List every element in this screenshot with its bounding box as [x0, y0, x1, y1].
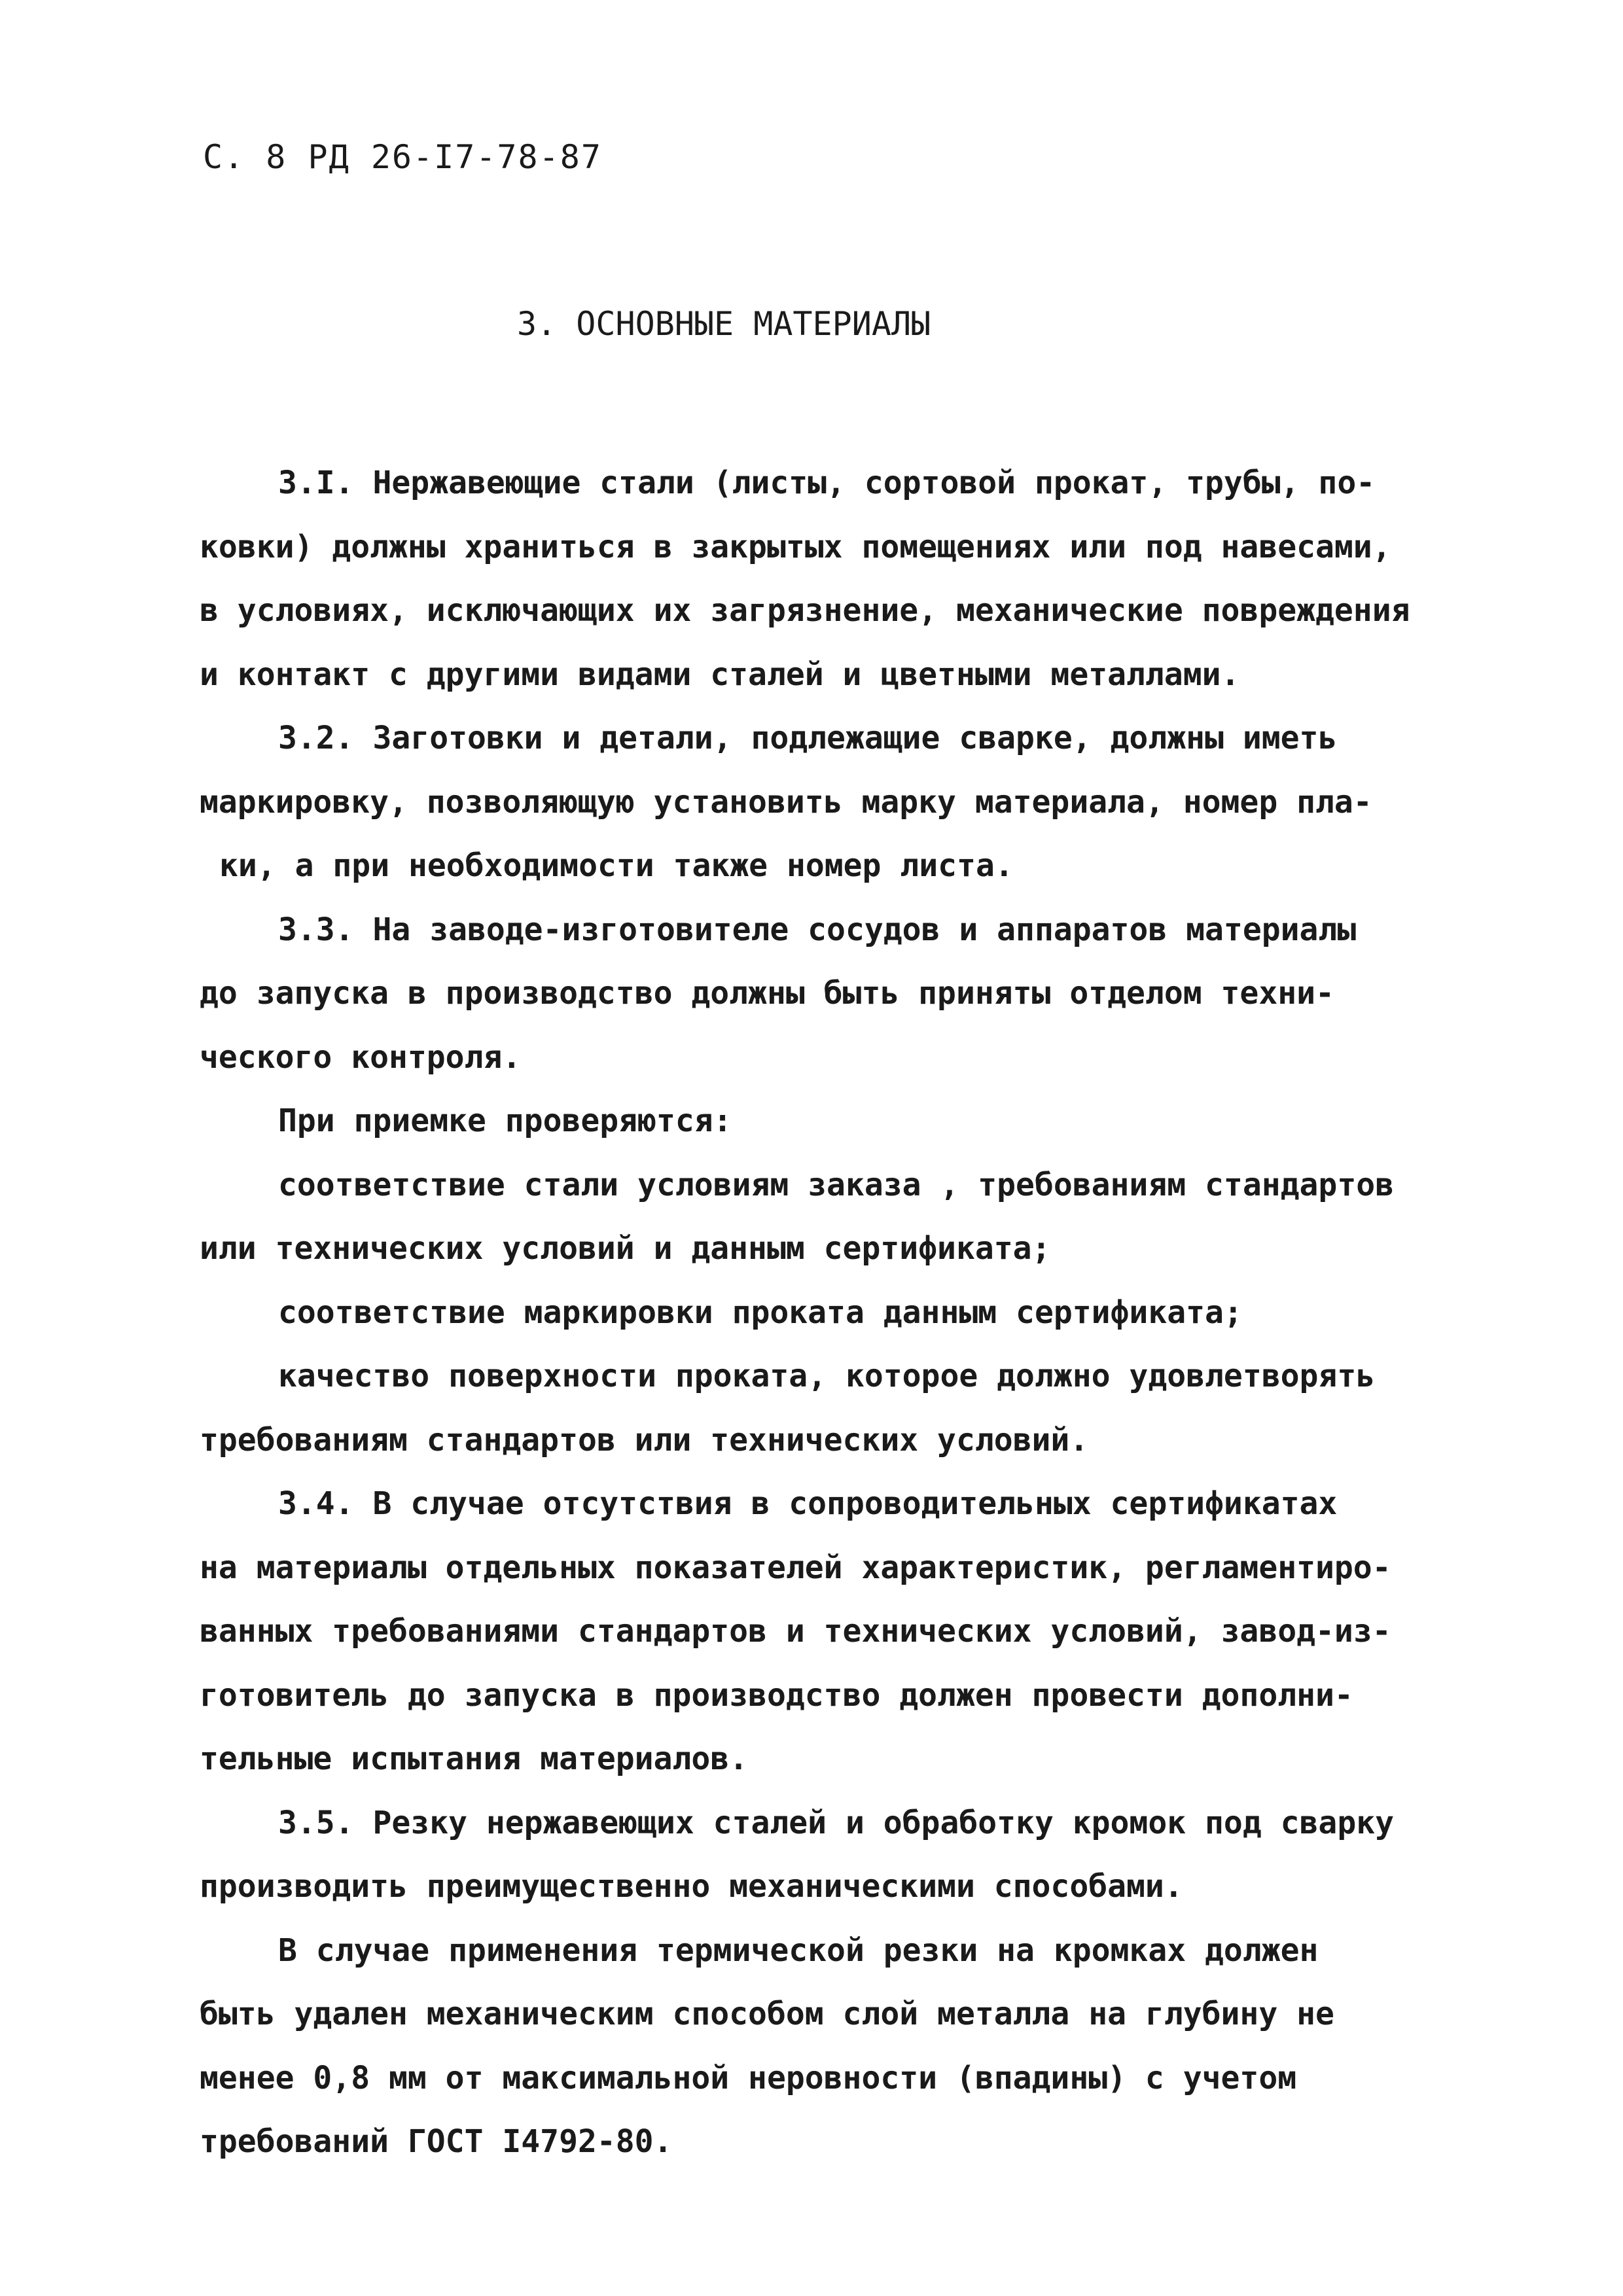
- document-body: [200, 451, 1476, 2174]
- thermal-cutting-line: В случае применения термической резки на кромках должен: [278, 1932, 1319, 1969]
- acceptance-item-line: требованиям стандартов или технических условий.: [200, 1421, 1089, 1458]
- paragraph-3-4-line: тельные испытания материалов.: [200, 1740, 749, 1777]
- acceptance-item-line: соответствие маркировки проката данным сертификата;: [278, 1294, 1243, 1331]
- thermal-cutting-line: менее 0,8 мм от максимальной неровности (впадины) с учетом: [200, 2059, 1297, 2096]
- acceptance-intro-line: При приемке проверяются:: [278, 1103, 732, 1139]
- paragraph-3-5-line: производить преимущественно механическими способами.: [200, 1868, 1183, 1905]
- page-header: С. 8 РД 26-I7-78-87: [203, 138, 602, 176]
- paragraph-3-1-line: 3.I. Нержавеющие стали (листы, сортовой прокат, трубы, по-: [278, 465, 1376, 501]
- paragraph-3-2-line: 3.2. Заготовки и детали, подлежащие сварке, должны иметь: [278, 720, 1338, 756]
- thermal-cutting-line: требований ГОСТ I4792-80.: [200, 2123, 673, 2160]
- paragraph-3-2-line: ки, а при необходимости также номер листа.: [219, 847, 1014, 884]
- paragraph-3-4-line: ванных требованиями стандартов и технических условий, завод-из-: [200, 1613, 1391, 1650]
- paragraph-3-1-line: ковки) должны храниться в закрытых помещениях или под навесами,: [200, 528, 1391, 565]
- acceptance-item-line: качество поверхности проката, которое должно удовлетворять: [278, 1358, 1376, 1394]
- acceptance-item-line: или технических условий и данным сертификата;: [200, 1230, 1051, 1267]
- paragraph-3-3-line: 3.3. На заводе-изготовителе сосудов и аппаратов материалы: [278, 911, 1357, 948]
- paragraph-3-4-line: 3.4. В случае отсутствия в сопроводительных сертификатах: [278, 1485, 1338, 1522]
- paragraph-3-5-line: 3.5. Резку нержавеющих сталей и обработку кромок под сварку: [278, 1804, 1395, 1841]
- paragraph-3-4-line: готовитель до запуска в производство должен провести дополни-: [200, 1676, 1353, 1714]
- thermal-cutting-line: быть удален механическим способом слой металла на глубину не: [200, 1996, 1334, 2032]
- acceptance-item-line: соответствие стали условиям заказа , требованиям стандартов: [278, 1166, 1395, 1203]
- paragraph-3-1-line: и контакт с другими видами сталей и цветными металлами.: [200, 656, 1240, 693]
- paragraph-3-3-line: ческого контроля.: [200, 1038, 522, 1076]
- paragraph-3-3-line: до запуска в производство должны быть приняты отделом техни-: [200, 975, 1334, 1012]
- section-title: 3. ОСНОВНЫЕ МАТЕРИАЛЫ: [517, 305, 931, 343]
- paragraph-3-4-line: на материалы отдельных показателей характеристик, регламентиро-: [200, 1549, 1391, 1586]
- paragraph-3-2-line: маркировку, позволяющую установить марку материала, номер пла-: [200, 783, 1372, 821]
- paragraph-3-1-line: в условиях, исключающих их загрязнение, механические повреждения: [200, 592, 1410, 629]
